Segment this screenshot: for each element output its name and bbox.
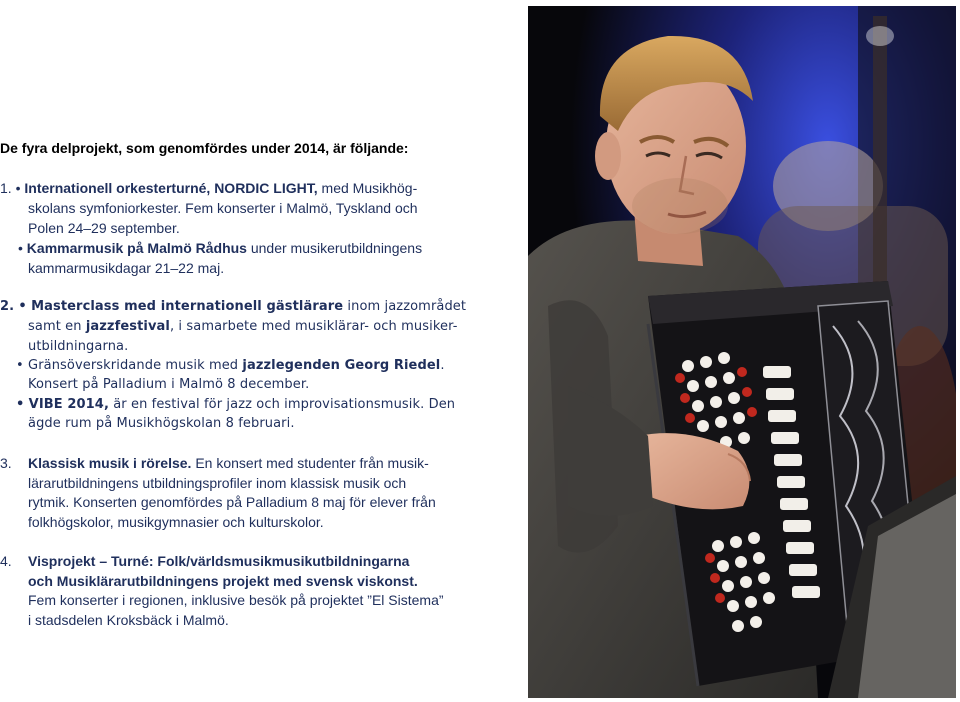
section-3-number: 3. — [0, 455, 12, 471]
section-2-line-3: utbildningarna. — [28, 339, 129, 354]
section-1-line-5: kammarmusikdagar 21–22 maj. — [28, 260, 225, 276]
section-3-text: En konsert med studenter från musik- — [191, 455, 429, 471]
section-2-line-1 — [0, 297, 466, 317]
section-4-line-4: i stadsdelen Kroksbäck i Malmö. — [28, 612, 229, 628]
section-2-number: 2. — [0, 299, 15, 314]
section-1-text: under musikerutbildningens — [246, 240, 423, 256]
section-2-line-7: ägde rum på Musikhögskolan 8 februari. — [28, 416, 295, 431]
section-1-title-chamber: Kammarmusik på Malmö Rådhus — [26, 240, 247, 256]
section-3-line-2: lärarutbildningens utbildningsprofiler inom klassisk musik och — [28, 475, 407, 491]
section-4-line-1 — [0, 551, 409, 571]
section-2-text: . — [440, 358, 445, 373]
section-1-line-4 — [18, 238, 422, 258]
section-1-bullet-1: • — [15, 180, 21, 196]
section-2-line-2 — [28, 317, 457, 337]
section-1-title-orchestra: Internationell orkesterturné, NORDIC LIGHT, — [24, 180, 318, 196]
section-1-line-2: skolans symfoniorkester. Fem konserter i Malmö, Tyskland och — [28, 200, 418, 216]
section-1-line-1 — [0, 178, 417, 198]
double-bass-neck — [873, 16, 887, 316]
section-1-number: 1. — [0, 180, 12, 196]
section-2-text: , i samarbete med musiklärar- och musiker- — [169, 319, 458, 334]
section-2-text: är en festival för jazz och improvisationsmusik. Den — [109, 397, 456, 412]
section-3-title: Klassisk musik i rörelse. — [28, 455, 192, 471]
section-3-line-4: folkhögskolor, musikgymnasier och kulturskolor. — [28, 514, 324, 530]
section-2-title-riedel: jazzlegenden Georg Riedel — [242, 358, 441, 373]
section-4-line-3: Fem konserter i regionen, inklusive besök på projektet ”El Sistema” — [28, 592, 444, 608]
section-2-line-4 — [16, 356, 445, 376]
section-1-bullet-2: • — [18, 240, 23, 256]
section-4-line-2: och Musiklärarutbildningens projekt med svensk viskonst. — [28, 573, 418, 589]
section-2-bullet-1: • — [18, 299, 27, 314]
section-2-text: samt en — [28, 319, 86, 334]
section-2-title-jazzfestival: jazzfestival — [85, 319, 170, 334]
section-2-bullet-3: • — [16, 397, 25, 412]
section-1-text: med Musikhög- — [317, 180, 418, 196]
section-2-bullet-2: • — [16, 358, 24, 373]
section-2-title-vibe: VIBE 2014, — [28, 397, 109, 412]
photo-illustration — [528, 6, 956, 698]
section-2-text: inom jazzområdet — [343, 299, 467, 314]
section-1-line-3: Polen 24–29 september. — [28, 220, 180, 236]
accordion-player-photo — [528, 6, 956, 698]
section-4-number: 4. — [0, 553, 12, 569]
text-column — [0, 0, 467, 702]
section-2-line-5: Konsert på Palladium i Malmö 8 december. — [28, 377, 310, 392]
section-3-line-1 — [0, 453, 429, 473]
section-3-line-3: rytmik. Konserten genomfördes på Palladium 8 maj för elever från — [28, 494, 436, 510]
section-2-text: Gränsöverskridande musik med — [28, 358, 243, 373]
section-4-title: Visprojekt – Turné: Folk/världsmusikmusikutbildningarna — [28, 553, 410, 569]
page-heading: De fyra delprojekt, som genomfördes under 2014, är följande: — [0, 140, 409, 156]
section-2-line-6 — [16, 395, 455, 415]
section-2-title-masterclass: Masterclass med internationell gästlärare — [31, 299, 344, 314]
